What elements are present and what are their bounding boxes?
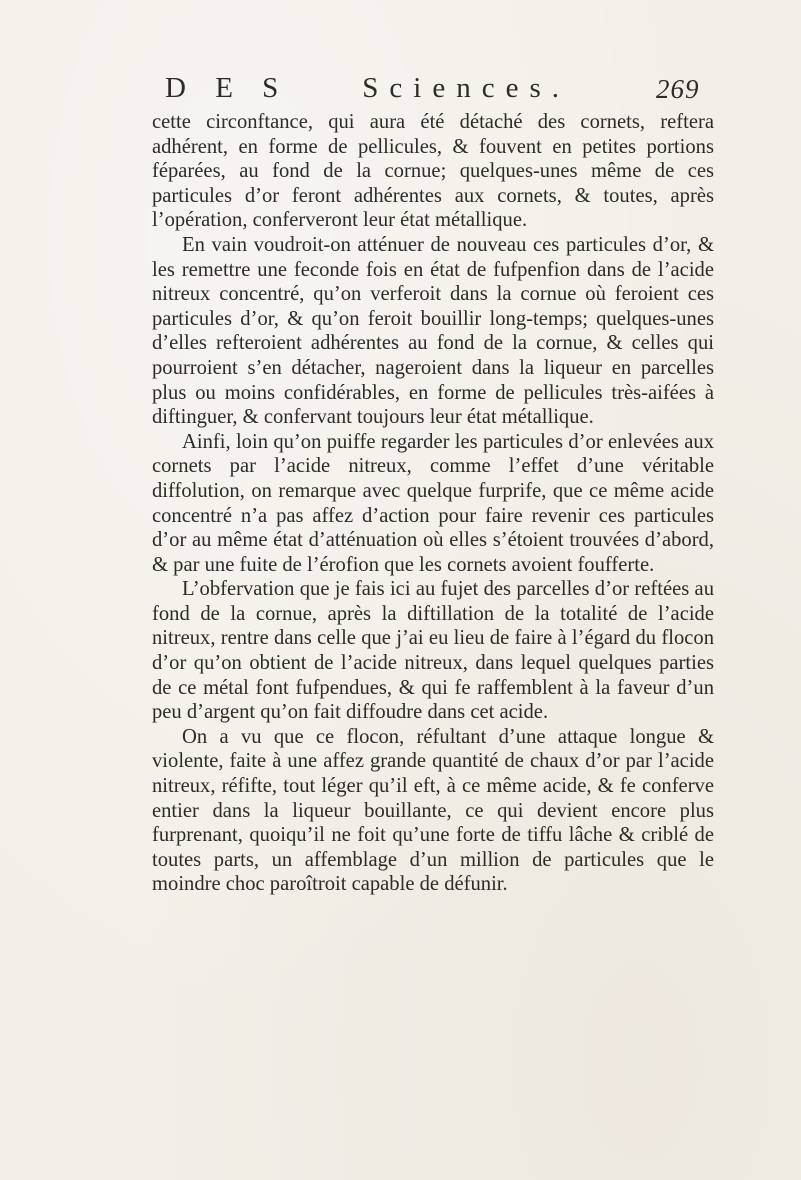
- paragraph: L’obfervation que je fais ici au fujet des parcelles d’or reftées au fond de la cornue, après la diftillation de la totalité de l’acide nitreux, rentre dans celle que j’ai eu lieu de faire à l’égard du flocon d’or qu’on obtient de l’acide nitreux, dans lequel quelques parties de ce métal font fufpendues, & qui fe raffemblent à la faveur d’un peu d’argent qu’on fait diffoudre dans cet acide.: [152, 578, 714, 724]
- paragraph: Ainfi, loin qu’on puiffe regarder les particules d’or enlevées aux cornets par l’acide nitreux, comme l’effet d’une véritable diffolution, on remarque avec quelque furprife, que ce même acide concentré n’a pas affez d’action pour faire revenir ces particules d’or au même état d’atténuation où elles s’étoient trouvées d’abord, & par une fuite de l’érofion que les cornets avoient foufferte.: [152, 430, 714, 576]
- running-head: [165, 72, 595, 105]
- running-head-des: D E S: [165, 72, 290, 104]
- page-number: 269: [656, 74, 700, 104]
- paragraph: En vain voudroit-on atténuer de nouveau ces particules d’or, & les remettre une feconde fois en état de fufpenfion dans de l’acide nitreux concentré, qu’on verferoit dans la cornue où feroient ces particules d’or, & qu’on feroit bouillir long-temps; quelques-unes d’elles refteroient adhérentes au fond de la cornue, & celles qui pourroient s’en détacher, nageroient dans la liqueur en parcelles plus ou moins confidérables, en forme de pellicules très-aifées à diftinguer, & confervant toujours leur état métallique.: [152, 233, 714, 429]
- paragraph: On a vu que ce flocon, réfultant d’une attaque longue & violente, faite à une affez grande quantité de chaux d’or par l’acide nitreux, réfifte, tout léger qu’il eft, à ce même acide, & fe conferve entier dans la liqueur bouillante, ce qui devient encore plus furprenant, quoiqu’il ne foit qu’une forte de tiffu lâche & criblé de toutes parts, un affemblage d’un million de particules que le moindre choc paroîtroit capable de défunir.: [152, 725, 714, 896]
- running-head-sciences: Sciences.: [362, 72, 571, 104]
- body-text: [152, 110, 714, 897]
- paragraph: cette circonftance, qui aura été détaché des cornets, reftera adhérent, en forme de pellicules, & fouvent en petites portions féparées, au fond de la cornue; quelques-unes même de ces particules d’or feront adhérentes aux cornets, & toutes, après l’opération, conferveront leur état métallique.: [152, 111, 714, 232]
